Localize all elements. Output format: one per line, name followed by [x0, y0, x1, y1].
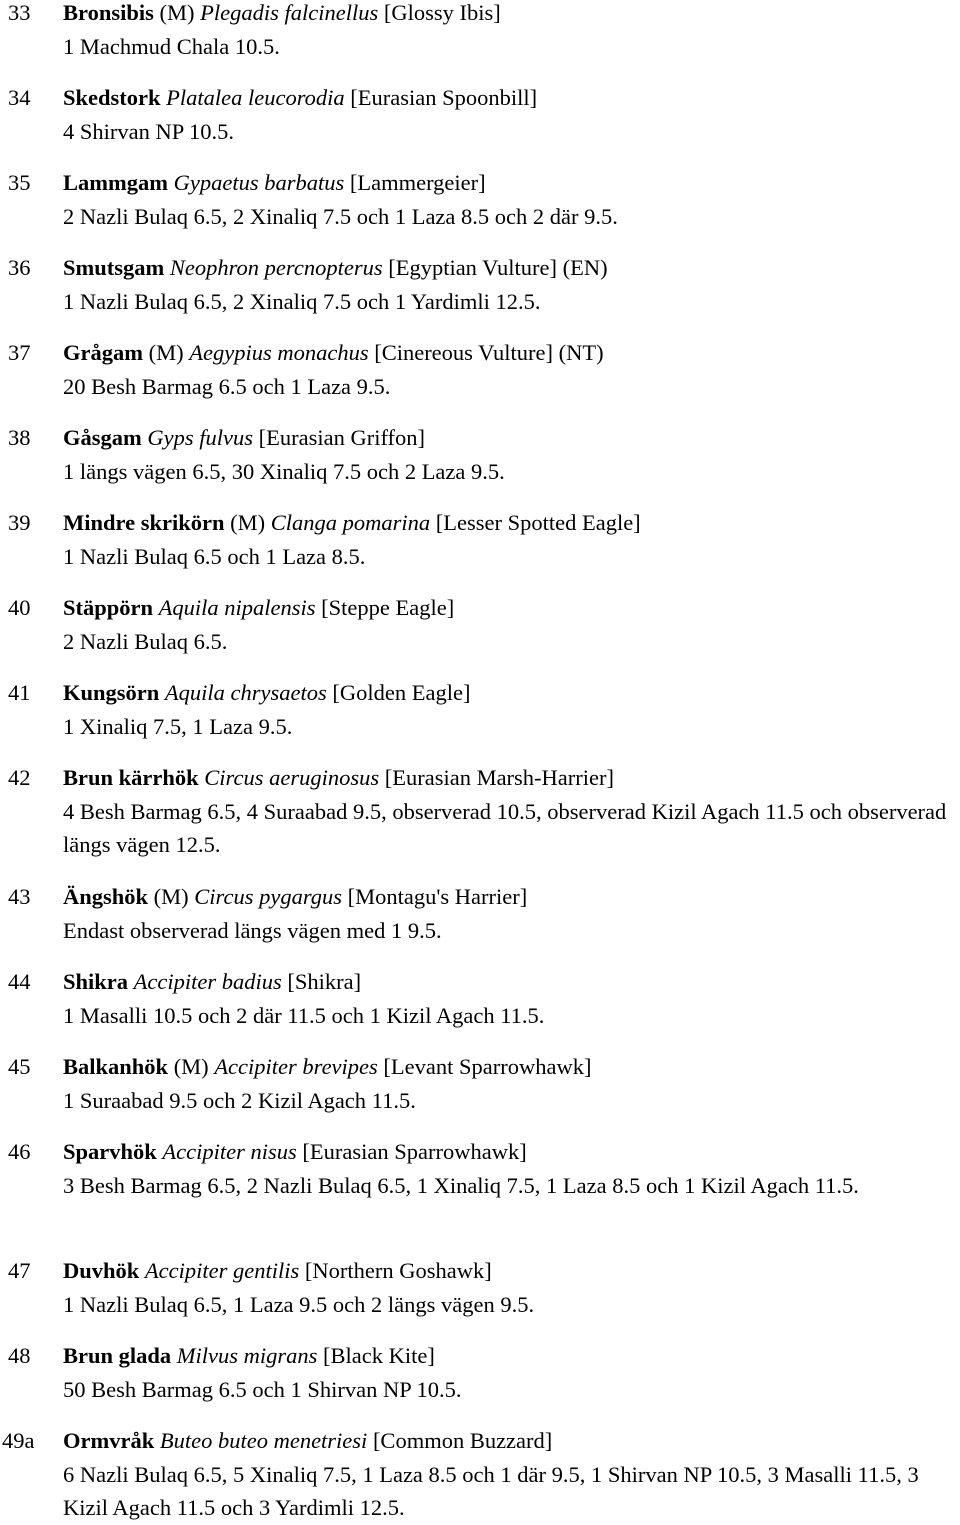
- entry-number: 43: [8, 884, 31, 909]
- entry-text: [63, 251, 960, 318]
- english-name: [Eurasian Marsh-Harrier]: [379, 765, 614, 790]
- swedish-name: Ängshök: [63, 884, 149, 909]
- species-header: [63, 1050, 960, 1084]
- entry-text: [63, 880, 960, 947]
- swedish-name: Ormvråk: [63, 1428, 155, 1453]
- status-mark: (M): [153, 0, 195, 25]
- sightings: 3 Besh Barmag 6.5, 2 Nazli Bulaq 6.5, 1 Xinaliq 7.5, 1 Laza 8.5 och 1 Kizil Agach 11.5.: [63, 1172, 859, 1198]
- entry-text: [63, 676, 960, 743]
- sightings: 20 Besh Barmag 6.5 och 1 Laza 9.5.: [63, 373, 391, 399]
- english-name: [Glossy Ibis]: [378, 0, 501, 25]
- entry-number: 36: [8, 255, 31, 280]
- entry-text: [63, 166, 960, 233]
- scientific-name: Clanga pomarina: [270, 510, 431, 535]
- english-name: [Common Buzzard]: [367, 1428, 553, 1453]
- english-name: [Egyptian Vulture] (EN): [382, 255, 608, 280]
- swedish-name: Bronsibis: [63, 0, 154, 25]
- entry-text: [63, 591, 960, 658]
- species-header: [63, 81, 960, 115]
- entry-number: 49a: [2, 1428, 35, 1453]
- swedish-name: Skedstork: [63, 85, 161, 110]
- species-header: [63, 166, 960, 200]
- swedish-name: Mindre skrikörn: [63, 510, 225, 535]
- sightings: 2 Nazli Bulaq 6.5.: [63, 628, 228, 654]
- swedish-name: Gåsgam: [63, 425, 142, 450]
- species-header: [63, 1339, 960, 1373]
- english-name: [Eurasian Spoonbill]: [344, 85, 538, 110]
- scientific-name: Milvus migrans: [176, 1343, 318, 1368]
- species-header: [63, 0, 960, 30]
- scientific-name: Aegypius monachus: [189, 340, 369, 365]
- sightings: 1 Nazli Bulaq 6.5, 2 Xinaliq 7.5 och 1 Yardimli 12.5.: [63, 288, 541, 314]
- entry-number: 47: [8, 1258, 31, 1283]
- entry-text: [63, 421, 960, 488]
- species-header: [63, 1424, 960, 1458]
- english-name: [Steppe Eagle]: [315, 595, 455, 620]
- entry-text: [63, 336, 960, 403]
- entry-number: 48: [8, 1343, 31, 1368]
- scientific-name: Buteo buteo menetriesi: [159, 1428, 368, 1453]
- sightings: 1 Masalli 10.5 och 2 där 11.5 och 1 Kizil Agach 11.5.: [63, 1002, 545, 1028]
- entry-text: [63, 1254, 960, 1321]
- entry-number: 42: [8, 765, 31, 790]
- english-name: [Golden Eagle]: [326, 680, 471, 705]
- swedish-name: Brun glada: [63, 1343, 172, 1368]
- entry-text: [63, 1424, 960, 1525]
- entry-number: 40: [8, 595, 31, 620]
- entry-text: [63, 506, 960, 573]
- english-name: [Cinereous Vulture] (NT): [368, 340, 604, 365]
- swedish-name: Brun kärrhök: [63, 765, 199, 790]
- scientific-name: Aquila nipalensis: [158, 595, 316, 620]
- scientific-name: Accipiter nisus: [162, 1139, 297, 1164]
- sightings: 1 Machmud Chala 10.5.: [63, 33, 280, 59]
- english-name: [Levant Sparrowhawk]: [377, 1054, 592, 1079]
- entry-number: 33: [8, 0, 31, 25]
- species-header: [63, 1135, 960, 1169]
- scientific-name: Circus aeruginosus: [204, 765, 380, 790]
- english-name: [Northern Goshawk]: [299, 1258, 492, 1283]
- entry-text: [63, 1339, 960, 1406]
- entry-number: 46: [8, 1139, 31, 1164]
- swedish-name: Smutsgam: [63, 255, 165, 280]
- sightings: 1 Suraabad 9.5 och 2 Kizil Agach 11.5.: [63, 1087, 416, 1113]
- english-name: [Lesser Spotted Eagle]: [430, 510, 641, 535]
- entry-text: [63, 81, 960, 148]
- english-name: [Lammergeier]: [344, 170, 486, 195]
- sightings: 50 Besh Barmag 6.5 och 1 Shirvan NP 10.5.: [63, 1376, 462, 1402]
- entry-text: [63, 761, 960, 862]
- species-header: [63, 965, 960, 999]
- entry-text: [63, 1050, 960, 1117]
- english-name: [Montagu's Harrier]: [342, 884, 528, 909]
- swedish-name: Lammgam: [63, 170, 168, 195]
- species-header: [63, 336, 960, 370]
- scientific-name: Accipiter gentilis: [144, 1258, 300, 1283]
- species-header: [63, 506, 960, 540]
- species-header: [63, 761, 960, 795]
- english-name: [Black Kite]: [317, 1343, 435, 1368]
- scientific-name: Platalea leucorodia: [166, 85, 345, 110]
- entry-number: 34: [8, 85, 31, 110]
- entry-number: 38: [8, 425, 31, 450]
- swedish-name: Shikra: [63, 969, 129, 994]
- sightings: 1 Xinaliq 7.5, 1 Laza 9.5.: [63, 713, 293, 739]
- scientific-name: Neophron percnopterus: [169, 255, 383, 280]
- sightings: Endast observerad längs vägen med 1 9.5.: [63, 917, 442, 943]
- sightings: 1 Nazli Bulaq 6.5, 1 Laza 9.5 och 2 längs vägen 9.5.: [63, 1291, 535, 1317]
- sightings: 1 längs vägen 6.5, 30 Xinaliq 7.5 och 2 Laza 9.5.: [63, 458, 505, 484]
- sightings: 1 Nazli Bulaq 6.5 och 1 Laza 8.5.: [63, 543, 366, 569]
- entry-number: 45: [8, 1054, 31, 1079]
- swedish-name: Sparvhök: [63, 1139, 157, 1164]
- entry-number: 41: [8, 680, 31, 705]
- sightings: 2 Nazli Bulaq 6.5, 2 Xinaliq 7.5 och 1 Laza 8.5 och 2 där 9.5.: [63, 203, 618, 229]
- entry-number: 35: [8, 170, 31, 195]
- swedish-name: Kungsörn: [63, 680, 160, 705]
- swedish-name: Stäppörn: [63, 595, 154, 620]
- species-header: [63, 591, 960, 625]
- scientific-name: Accipiter badius: [133, 969, 282, 994]
- sightings: 4 Shirvan NP 10.5.: [63, 118, 235, 144]
- scientific-name: Gypaetus barbatus: [173, 170, 345, 195]
- scientific-name: Circus pygargus: [194, 884, 343, 909]
- swedish-name: Duvhök: [63, 1258, 140, 1283]
- scientific-name: Plegadis falcinellus: [200, 0, 379, 25]
- species-header: [63, 1254, 960, 1288]
- species-header: [63, 676, 960, 710]
- entry-text: [63, 965, 960, 1032]
- status-mark: (M): [168, 1054, 209, 1079]
- entry-text: [63, 0, 960, 63]
- species-header: [63, 880, 960, 914]
- entry-number: 39: [8, 510, 31, 535]
- status-mark: (M): [148, 884, 189, 909]
- status-mark: (M): [142, 340, 184, 365]
- status-mark: (M): [224, 510, 266, 535]
- species-header: [63, 421, 960, 455]
- english-name: [Eurasian Griffon]: [253, 425, 426, 450]
- swedish-name: Grågam: [63, 340, 143, 365]
- english-name: [Eurasian Sparrowhawk]: [296, 1139, 527, 1164]
- species-header: [63, 251, 960, 285]
- sightings: 4 Besh Barmag 6.5, 4 Suraabad 9.5, observerad 10.5, observerad Kizil Agach 11.5 och observerad längs vägen 12.5.: [63, 798, 947, 857]
- entry-number: 37: [8, 340, 31, 365]
- entry-text: [63, 1135, 960, 1202]
- swedish-name: Balkanhök: [63, 1054, 169, 1079]
- scientific-name: Gyps fulvus: [147, 425, 253, 450]
- scientific-name: Accipiter brevipes: [214, 1054, 378, 1079]
- scientific-name: Aquila chrysaetos: [164, 680, 327, 705]
- entry-number: 44: [8, 969, 31, 994]
- sightings: 6 Nazli Bulaq 6.5, 5 Xinaliq 7.5, 1 Laza 8.5 och 1 där 9.5, 1 Shirvan NP 10.5, 3 Masalli 11.5, 3 Kizil Agach 11.5 och 3 Yardimli 12.5.: [63, 1461, 919, 1520]
- english-name: [Shikra]: [281, 969, 362, 994]
